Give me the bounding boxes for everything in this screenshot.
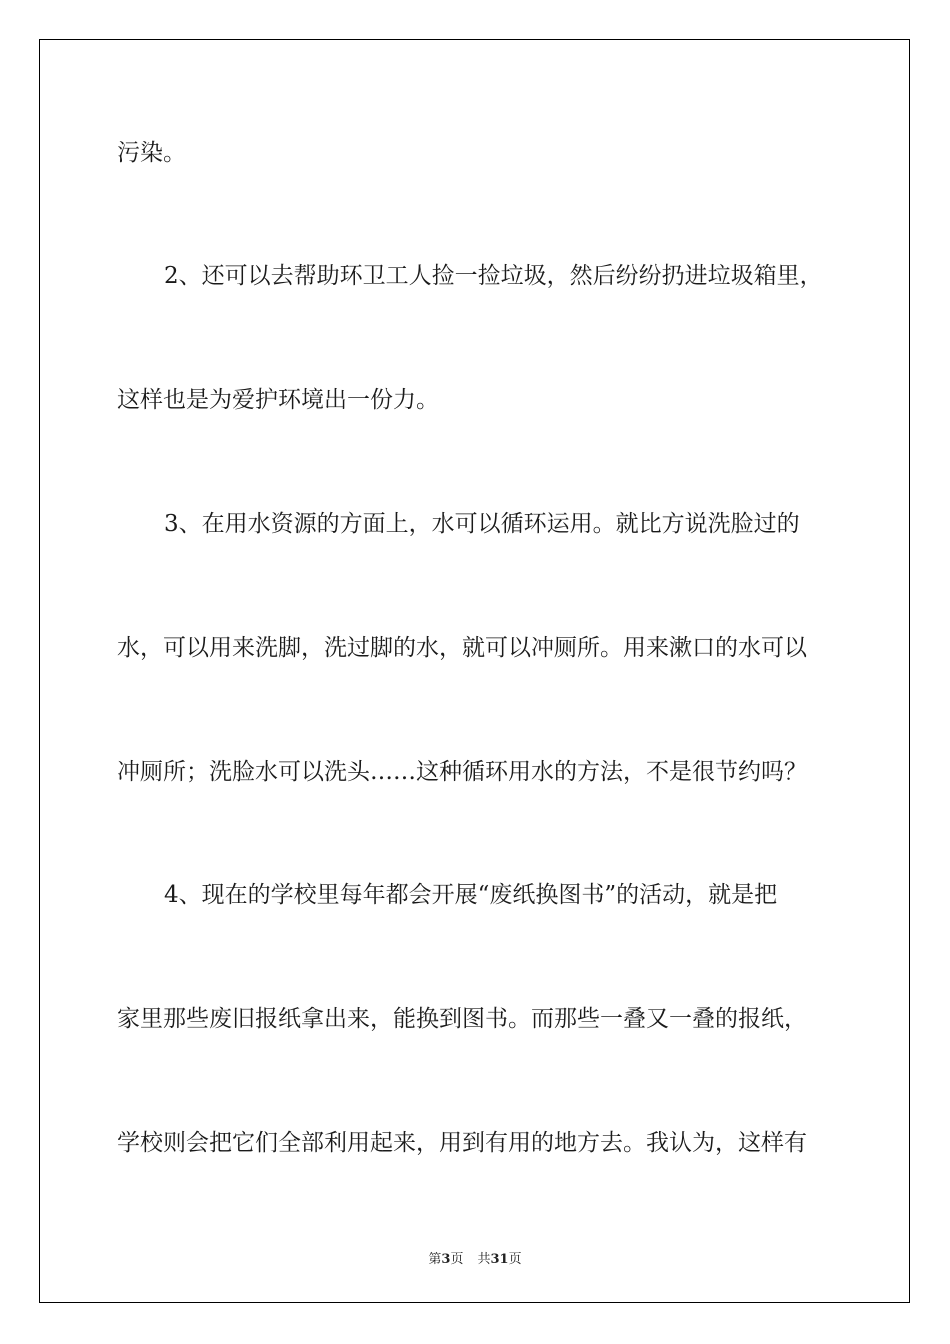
page-number: 3 [441, 1252, 451, 1267]
total-prefix: 共 [477, 1252, 491, 1267]
page-prefix: 第 [428, 1252, 442, 1267]
page-footer [0, 1248, 950, 1267]
total-suffix: 页 [508, 1252, 522, 1267]
text-line-7: 4、现在的学校里每年都会开展“废纸换图书”的活动，就是把 [164, 882, 778, 908]
total-pages: 31 [490, 1252, 509, 1267]
text-line-2: 2、还可以去帮助环卫工人捡一捡垃圾，然后纷纷扔进垃圾箱里， [164, 263, 823, 289]
page-frame [39, 39, 910, 1303]
text-line-4: 3、在用水资源的方面上，水可以循环运用。就比方说洗脸过的 [164, 511, 800, 537]
text-line-8: 家里那些废旧报纸拿出来，能换到图书。而那些一叠又一叠的报纸， [117, 1006, 807, 1032]
text-line-1: 污染。 [117, 140, 186, 166]
text-line-5: 水，可以用来洗脚，洗过脚的水，就可以冲厕所。用来漱口的水可以 [117, 635, 807, 661]
page-suffix: 页 [450, 1252, 464, 1267]
text-line-6: 冲厕所；洗脸水可以洗头……这种循环用水的方法，不是很节约吗？ [117, 759, 807, 785]
text-line-3: 这样也是为爱护环境出一份力。 [117, 387, 439, 413]
text-line-9: 学校则会把它们全部利用起来，用到有用的地方去。我认为，这样有 [117, 1130, 807, 1156]
